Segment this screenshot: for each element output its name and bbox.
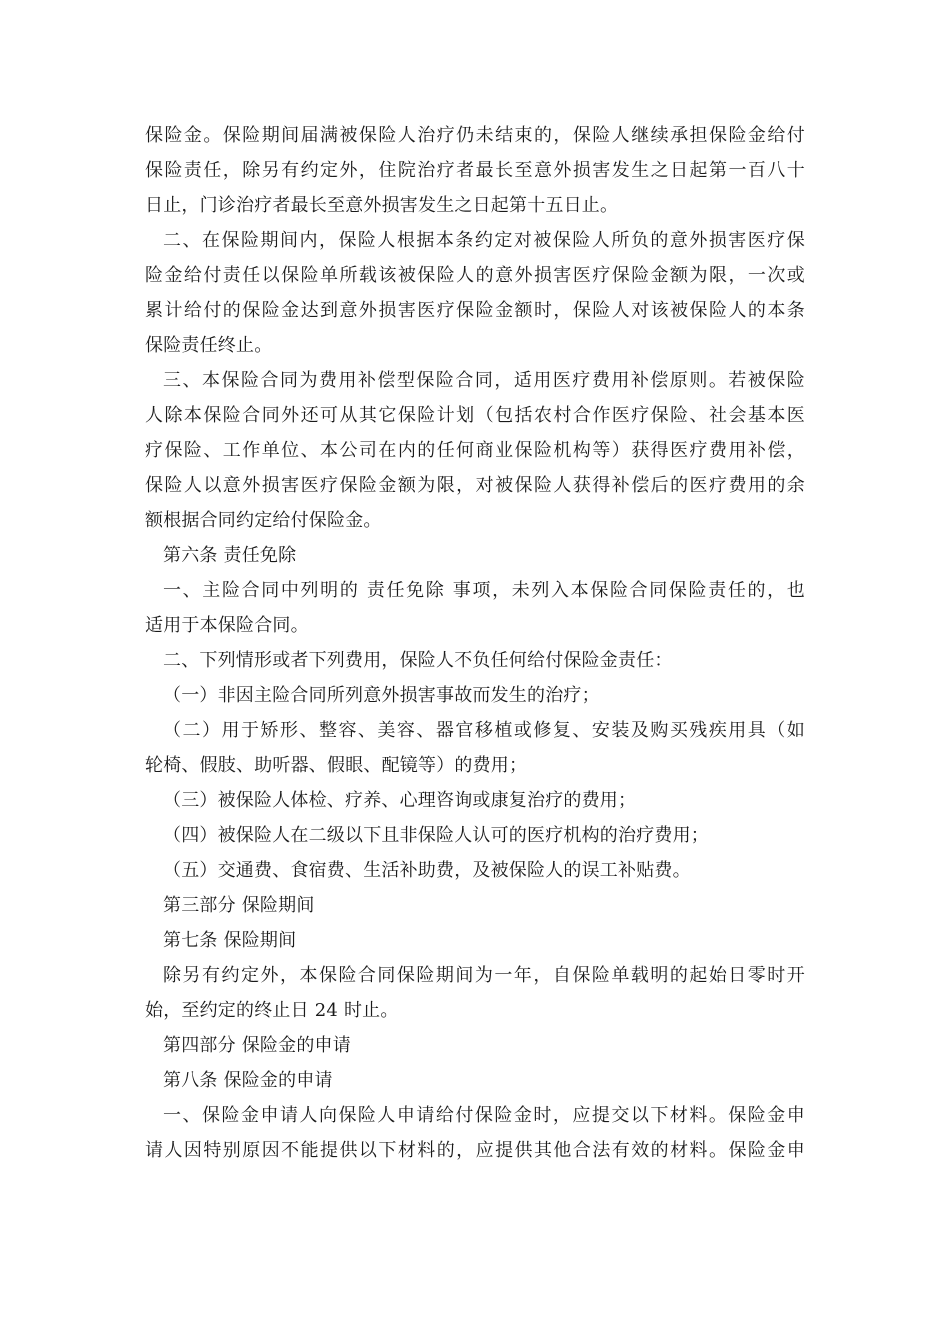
section-heading: 第八条 保险金的申请 (163, 1070, 333, 1091)
section-heading: 第六条 责任免除 (163, 545, 297, 566)
text-line: 险金给付责任以保险单所载该被保险人的意外损害医疗保险金额为限，一次或 (145, 265, 805, 286)
list-item: （一）非因主险合同所列意外损害事故而发生的治疗； (163, 685, 600, 706)
list-item: （二）用于矫形、整容、美容、器官移植或修复、安装及购买残疾用具（如 (163, 720, 805, 741)
text-line: 人除本保险合同外还可从其它保险计划（包括农村合作医疗保险、社会基本医 (145, 405, 805, 426)
text-line: 二、在保险期间内，保险人根据本条约定对被保险人所负的意外损害医疗保 (163, 230, 805, 251)
text-line: 适用于本保险合同。 (145, 615, 309, 636)
text-line: 请人因特别原因不能提供以下材料的，应提供其他合法有效的材料。保险金申 (145, 1140, 805, 1161)
text-line: 累计给付的保险金达到意外损害医疗保险金额时，保险人对该被保险人的本条 (145, 300, 805, 321)
document-page (145, 118, 805, 1168)
section-heading: 第七条 保险期间 (163, 930, 297, 951)
list-item: （四）被保险人在二级以下且非保险人认可的医疗机构的治疗费用； (163, 825, 709, 846)
text-line: 额根据合同约定给付保险金。 (145, 510, 382, 531)
text-line: 一、保险金申请人向保险人申请给付保险金时，应提交以下材料。保险金申 (163, 1105, 805, 1126)
text-line: 保险金。保险期间届满被保险人治疗仍未结束的，保险人继续承担保险金给付 (145, 125, 805, 146)
text-line: 一、主险合同中列明的 责任免除 事项，未列入本保险合同保险责任的，也 (163, 580, 805, 601)
section-heading: 第三部分 保险期间 (163, 895, 315, 916)
text-line: 二、下列情形或者下列费用，保险人不负任何给付保险金责任： (163, 650, 673, 671)
text-line: 疗保险、工作单位、本公司在内的任何商业保险机构等）获得医疗费用补偿， (145, 440, 805, 461)
text-line: 保险人以意外损害医疗保险金额为限，对被保险人获得补偿后的医疗费用的余 (145, 475, 805, 496)
text-line: 保险责任终止。 (145, 335, 273, 356)
text-line: 日止，门诊治疗者最长至意外损害发生之日起第十五日止。 (145, 195, 619, 216)
list-item: （三）被保险人体检、疗养、心理咨询或康复治疗的费用； (163, 790, 637, 811)
text-line: 轮椅、假肢、助听器、假眼、配镜等）的费用； (145, 755, 528, 776)
section-heading: 第四部分 保险金的申请 (163, 1035, 351, 1056)
list-item: （五）交通费、食宿费、生活补助费，及被保险人的误工补贴费。 (163, 860, 691, 881)
text-line: 保险责任，除另有约定外，住院治疗者最长至意外损害发生之日起第一百八十 (145, 160, 805, 181)
text-line: 三、本保险合同为费用补偿型保险合同，适用医疗费用补偿原则。若被保险 (163, 370, 805, 391)
text-line: 始，至约定的终止日 24 时止。 (145, 1000, 399, 1021)
text-line: 除另有约定外，本保险合同保险期间为一年，自保险单载明的起始日零时开 (163, 965, 805, 986)
